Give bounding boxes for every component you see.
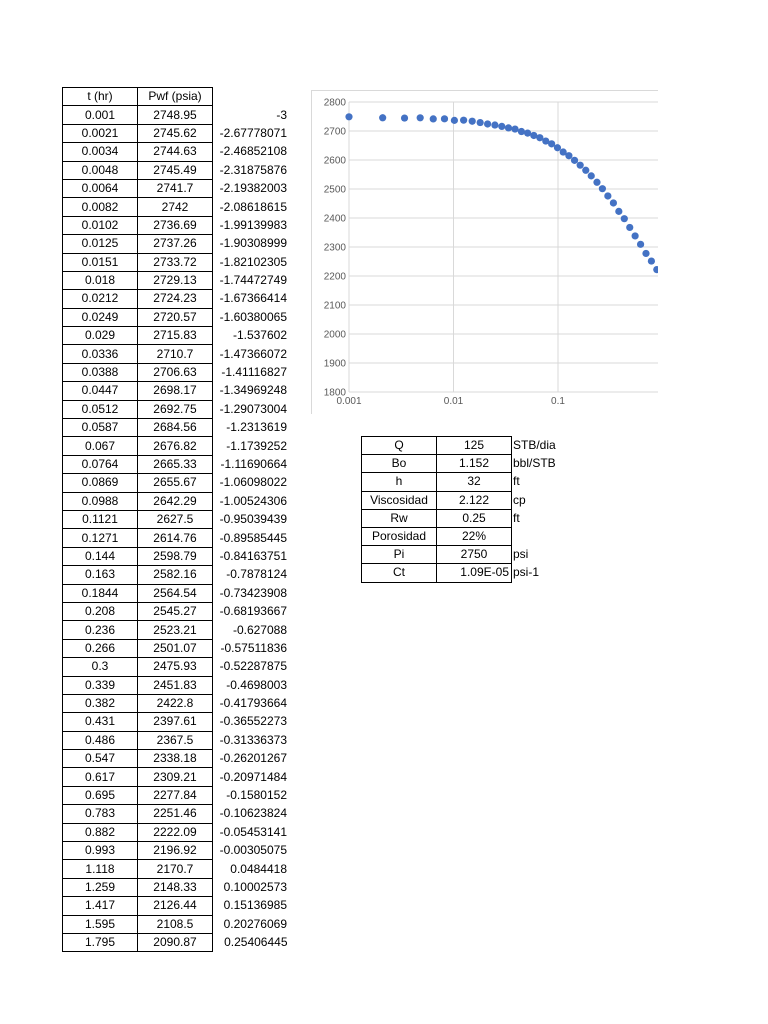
table-row — [63, 345, 290, 363]
pwf-cell: 2126.44 — [138, 897, 213, 915]
time-cell: 0.382 — [63, 694, 138, 712]
pwf-cell: 2338.18 — [138, 750, 213, 768]
pwf-cell: 2720.57 — [138, 308, 213, 326]
table-row — [63, 566, 290, 584]
table-row — [63, 143, 290, 161]
log-time-cell: -2.08618615 — [219, 199, 287, 214]
table-row — [63, 750, 290, 768]
log-time-cell: -0.57511836 — [220, 640, 287, 655]
header-time: t (hr) — [63, 88, 138, 106]
time-cell: 0.1271 — [63, 529, 138, 547]
table-row — [63, 676, 290, 694]
pwf-cell: 2729.13 — [138, 271, 213, 289]
time-cell: 0.0869 — [63, 474, 138, 492]
log-time-cell: -1.41116827 — [221, 365, 287, 380]
pwf-cell: 2665.33 — [138, 455, 213, 473]
table-row — [63, 639, 290, 657]
data-point — [610, 199, 617, 206]
table-row — [63, 621, 290, 639]
param-value: 2.122 — [437, 491, 512, 509]
table-row — [63, 786, 290, 804]
time-cell: 0.0082 — [63, 198, 138, 216]
log-time-cell: -0.52287875 — [219, 659, 287, 674]
table-row — [63, 106, 290, 124]
log-time-cell: -1.67366414 — [219, 291, 287, 306]
pwf-cell: 2724.23 — [138, 290, 213, 308]
log-time-cell: -1.537602 — [232, 328, 287, 343]
time-cell: 0.993 — [63, 842, 138, 860]
data-point — [632, 232, 639, 239]
data-point — [511, 125, 518, 132]
log-time-cell: -2.46852108 — [219, 144, 287, 159]
param-row — [362, 491, 574, 509]
time-cell: 0.339 — [63, 676, 138, 694]
log-time-cell: -0.627088 — [232, 622, 287, 637]
time-cell: 0.0388 — [63, 363, 138, 381]
data-point — [621, 215, 628, 222]
param-row — [362, 564, 574, 582]
param-unit: ft — [513, 510, 520, 525]
log-time-cell: -0.1580152 — [226, 788, 287, 803]
time-cell: 0.0212 — [63, 290, 138, 308]
chart — [311, 90, 658, 414]
pwf-cell: 2741.7 — [138, 179, 213, 197]
table-row — [63, 382, 290, 400]
pwf-cell: 2744.63 — [138, 143, 213, 161]
x-tick-label: 0.001 — [336, 396, 362, 407]
time-cell: 0.0249 — [63, 308, 138, 326]
table-row — [63, 124, 290, 142]
table-row — [63, 547, 290, 565]
param-unit: cp — [513, 492, 526, 507]
pwf-cell: 2742 — [138, 198, 213, 216]
chart-svg — [311, 90, 658, 414]
log-time-cell: -0.36552273 — [219, 714, 287, 729]
table-row — [63, 584, 290, 602]
time-cell: 0.617 — [63, 768, 138, 786]
table-row — [63, 694, 290, 712]
table-row — [63, 823, 290, 841]
time-cell: 0.783 — [63, 805, 138, 823]
table-row — [63, 878, 290, 896]
pwf-cell: 2745.62 — [138, 124, 213, 142]
parameters-body — [362, 437, 574, 583]
time-cell: 0.695 — [63, 786, 138, 804]
time-cell: 1.118 — [63, 860, 138, 878]
data-point — [460, 117, 467, 124]
data-point — [505, 124, 512, 131]
table-row — [63, 897, 290, 915]
table-row — [63, 308, 290, 326]
param-name: Pi — [362, 546, 437, 564]
data-point — [401, 114, 408, 121]
time-cell: 0.0336 — [63, 345, 138, 363]
y-tick-label: 2700 — [323, 126, 346, 138]
data-point — [615, 208, 622, 215]
time-cell: 0.486 — [63, 731, 138, 749]
log-time-cell: -1.74472749 — [219, 273, 287, 288]
data-point — [571, 157, 578, 164]
pwf-cell: 2733.72 — [138, 253, 213, 271]
data-point — [524, 130, 531, 137]
param-name: Viscosidad — [362, 491, 437, 509]
table-row — [63, 842, 290, 860]
time-cell: 0.163 — [63, 566, 138, 584]
time-cell: 0.431 — [63, 713, 138, 731]
y-tick-label: 1900 — [323, 358, 346, 370]
time-cell: 0.266 — [63, 639, 138, 657]
table-row — [63, 271, 290, 289]
log-time-cell: -0.41793664 — [219, 696, 287, 711]
pwf-cell: 2090.87 — [138, 933, 213, 951]
x-tick-label: 0.1 — [551, 396, 565, 407]
time-cell: 1.795 — [63, 933, 138, 951]
log-time-cell: -1.29073004 — [219, 401, 287, 416]
param-value: 32 — [437, 473, 512, 491]
param-name: h — [362, 473, 437, 491]
log-time-cell: -1.99139983 — [219, 217, 287, 232]
log-time-cell: -0.00305075 — [219, 843, 287, 858]
param-row — [362, 455, 574, 473]
pwf-cell: 2251.46 — [138, 805, 213, 823]
table-header-row — [63, 88, 290, 106]
data-point — [577, 162, 584, 169]
pwf-cell: 2736.69 — [138, 216, 213, 234]
pwf-cell: 2642.29 — [138, 492, 213, 510]
y-tick-label: 2300 — [323, 242, 346, 254]
param-value: 0.25 — [437, 509, 512, 527]
time-cell: 0.0151 — [63, 253, 138, 271]
log-time-cell: -0.89585445 — [219, 530, 287, 545]
param-row — [362, 509, 574, 527]
data-point — [582, 167, 589, 174]
pwf-cell: 2692.75 — [138, 400, 213, 418]
table-row — [63, 731, 290, 749]
time-cell: 0.0034 — [63, 143, 138, 161]
param-name: Q — [362, 437, 437, 455]
data-point — [593, 179, 600, 186]
table-row — [63, 455, 290, 473]
pwf-cell: 2108.5 — [138, 915, 213, 933]
time-cell: 0.0587 — [63, 419, 138, 437]
data-point — [626, 224, 633, 231]
param-name: Rw — [362, 509, 437, 527]
param-name: Ct — [362, 564, 437, 582]
table-row — [63, 216, 290, 234]
data-point — [379, 114, 386, 121]
table-row — [63, 529, 290, 547]
pwf-cell: 2710.7 — [138, 345, 213, 363]
log-time-cell: -1.60380065 — [219, 309, 287, 324]
table-row — [63, 602, 290, 620]
log-time-cell: -0.10623824 — [219, 806, 287, 821]
param-unit: bbl/STB — [513, 456, 556, 471]
param-row — [362, 527, 574, 545]
data-point — [518, 128, 525, 135]
table-row — [63, 933, 290, 951]
data-point — [599, 185, 606, 192]
pwf-cell: 2501.07 — [138, 639, 213, 657]
pwf-cell: 2614.76 — [138, 529, 213, 547]
table-row — [63, 363, 290, 381]
pwf-cell: 2309.21 — [138, 768, 213, 786]
pwf-cell: 2627.5 — [138, 510, 213, 528]
table-row — [63, 327, 290, 345]
param-row — [362, 546, 574, 564]
data-point — [451, 117, 458, 124]
table-row — [63, 419, 290, 437]
pwf-cell: 2397.61 — [138, 713, 213, 731]
time-cell: 0.0512 — [63, 400, 138, 418]
time-cell: 0.1121 — [63, 510, 138, 528]
time-cell: 0.067 — [63, 437, 138, 455]
time-cell: 0.0988 — [63, 492, 138, 510]
param-name: Bo — [362, 455, 437, 473]
pwf-cell: 2598.79 — [138, 547, 213, 565]
table-row — [63, 400, 290, 418]
parameters-table — [361, 436, 574, 583]
data-point — [554, 144, 561, 151]
param-unit — [512, 527, 574, 545]
log-time-cell: -1.06098022 — [219, 475, 287, 490]
pwf-cell: 2170.7 — [138, 860, 213, 878]
table-row — [63, 492, 290, 510]
param-value: 125 — [437, 437, 512, 455]
log-time-cell: -1.34969248 — [219, 383, 287, 398]
y-tick-label: 2100 — [323, 300, 346, 312]
log-time-cell: -0.4698003 — [226, 677, 287, 692]
data-point — [637, 241, 644, 248]
y-tick-label: 2500 — [323, 184, 346, 196]
param-unit: ft — [513, 474, 520, 489]
time-cell: 0.144 — [63, 547, 138, 565]
pwf-cell: 2715.83 — [138, 327, 213, 345]
log-time-cell: -1.1739252 — [226, 438, 287, 453]
data-point — [469, 118, 476, 125]
time-cell: 1.595 — [63, 915, 138, 933]
table-row — [63, 915, 290, 933]
pwf-cell: 2545.27 — [138, 602, 213, 620]
time-cell: 1.259 — [63, 878, 138, 896]
log-time-cell: -1.90308999 — [219, 236, 287, 251]
log-time-cell: -1.2313619 — [226, 420, 287, 435]
data-point — [477, 119, 484, 126]
log-time-cell: 0.0484418 — [230, 861, 287, 876]
time-cell: 0.0021 — [63, 124, 138, 142]
pwf-cell: 2222.09 — [138, 823, 213, 841]
log-time-cell: 0.25406445 — [224, 935, 288, 950]
log-time-cell: -1.11690664 — [220, 457, 287, 471]
pwf-cell: 2684.56 — [138, 419, 213, 437]
table-row — [63, 510, 290, 528]
table-row — [63, 161, 290, 179]
time-cell: 0.0048 — [63, 161, 138, 179]
y-tick-label: 2400 — [323, 213, 346, 225]
y-tick-label: 2200 — [323, 271, 346, 283]
pwf-cell: 2748.95 — [138, 106, 213, 124]
x-tick-label: 0.01 — [443, 396, 464, 407]
pwf-cell: 2655.67 — [138, 474, 213, 492]
pwf-cell: 2745.49 — [138, 161, 213, 179]
param-row — [362, 437, 574, 455]
data-point — [604, 192, 611, 199]
data-point — [642, 250, 649, 257]
param-name: Porosidad — [362, 527, 437, 545]
time-cell: 0.236 — [63, 621, 138, 639]
table-body — [63, 106, 290, 952]
pwf-cell: 2475.93 — [138, 658, 213, 676]
table-row — [63, 713, 290, 731]
log-time-cell: -0.68193667 — [219, 604, 287, 619]
pwf-cell: 2148.33 — [138, 878, 213, 896]
time-cell: 0.0102 — [63, 216, 138, 234]
data-point — [430, 115, 437, 122]
time-cell: 0.018 — [63, 271, 138, 289]
table-row — [63, 474, 290, 492]
log-time-cell: -0.31336373 — [219, 732, 287, 747]
data-point — [498, 123, 505, 130]
pwf-cell: 2706.63 — [138, 363, 213, 381]
table-row — [63, 860, 290, 878]
header-blank — [213, 88, 290, 106]
log-time-cell: -0.26201267 — [219, 751, 287, 766]
param-unit: psi-1 — [513, 565, 540, 580]
log-time-cell: -3 — [276, 107, 287, 122]
param-value: 2750 — [437, 546, 512, 564]
table-row — [63, 179, 290, 197]
time-cell: 0.1844 — [63, 584, 138, 602]
data-point — [441, 115, 448, 122]
time-cell: 1.417 — [63, 897, 138, 915]
data-point — [588, 172, 595, 179]
param-row — [362, 473, 574, 491]
table-row — [63, 253, 290, 271]
log-time-cell: -0.7878124 — [226, 567, 287, 582]
header-pwf: Pwf (psia) — [138, 88, 213, 106]
log-time-cell: -2.67778071 — [219, 125, 287, 140]
time-cell: 0.0764 — [63, 455, 138, 473]
y-tick-label: 2000 — [323, 329, 346, 341]
pwf-cell: 2523.21 — [138, 621, 213, 639]
time-cell: 0.029 — [63, 327, 138, 345]
pwf-cell: 2737.26 — [138, 235, 213, 253]
pwf-cell: 2422.8 — [138, 694, 213, 712]
log-time-cell: -2.31875876 — [219, 162, 287, 177]
pwf-cell: 2698.17 — [138, 382, 213, 400]
pwf-cell: 2451.83 — [138, 676, 213, 694]
param-value: 1.09E-05 — [437, 564, 512, 582]
data-point — [648, 257, 655, 264]
y-tick-label: 2600 — [323, 155, 346, 167]
log-time-cell: 0.15136985 — [223, 898, 287, 913]
param-unit: STB/dia — [513, 438, 556, 453]
time-cell: 0.882 — [63, 823, 138, 841]
time-cell: 0.547 — [63, 750, 138, 768]
param-value: 1.152 — [437, 455, 512, 473]
table-row — [63, 437, 290, 455]
param-value: 22% — [437, 527, 512, 545]
data-point — [653, 266, 658, 273]
time-cell: 0.0447 — [63, 382, 138, 400]
time-cell: 0.208 — [63, 602, 138, 620]
table-row — [63, 768, 290, 786]
log-time-cell: 0.20276069 — [223, 916, 287, 931]
y-tick-label: 2800 — [323, 97, 346, 109]
pwf-cell: 2582.16 — [138, 566, 213, 584]
time-cell: 0.0064 — [63, 179, 138, 197]
pwf-cell: 2277.84 — [138, 786, 213, 804]
table-row — [63, 658, 290, 676]
log-time-cell: -1.47366072 — [219, 346, 287, 361]
data-point — [565, 152, 572, 159]
table-row — [63, 198, 290, 216]
time-cell: 0.3 — [63, 658, 138, 676]
log-time-cell: -0.95039439 — [219, 512, 287, 527]
time-cell: 0.001 — [63, 106, 138, 124]
log-time-cell: -1.00524306 — [219, 493, 287, 508]
data-table — [62, 87, 290, 952]
data-point — [484, 120, 491, 127]
data-point — [491, 121, 498, 128]
log-time-cell: -2.19382003 — [219, 181, 287, 196]
table-row — [63, 235, 290, 253]
table-row — [63, 805, 290, 823]
pwf-cell: 2564.54 — [138, 584, 213, 602]
log-time-cell: -0.84163751 — [219, 548, 287, 563]
log-time-cell: -0.73423908 — [219, 585, 287, 600]
pwf-cell: 2196.92 — [138, 842, 213, 860]
log-time-cell: -0.20971484 — [219, 769, 287, 784]
y-tick-label: 1800 — [323, 387, 346, 399]
log-time-cell: 0.10002573 — [223, 879, 287, 894]
pwf-cell: 2367.5 — [138, 731, 213, 749]
log-time-cell: -1.82102305 — [219, 254, 287, 269]
table-row — [63, 290, 290, 308]
pwf-cell: 2676.82 — [138, 437, 213, 455]
data-point — [345, 113, 352, 120]
time-cell: 0.0125 — [63, 235, 138, 253]
log-time-cell: -0.05453141 — [219, 824, 287, 839]
param-unit: psi — [513, 547, 529, 562]
data-point — [417, 114, 424, 121]
